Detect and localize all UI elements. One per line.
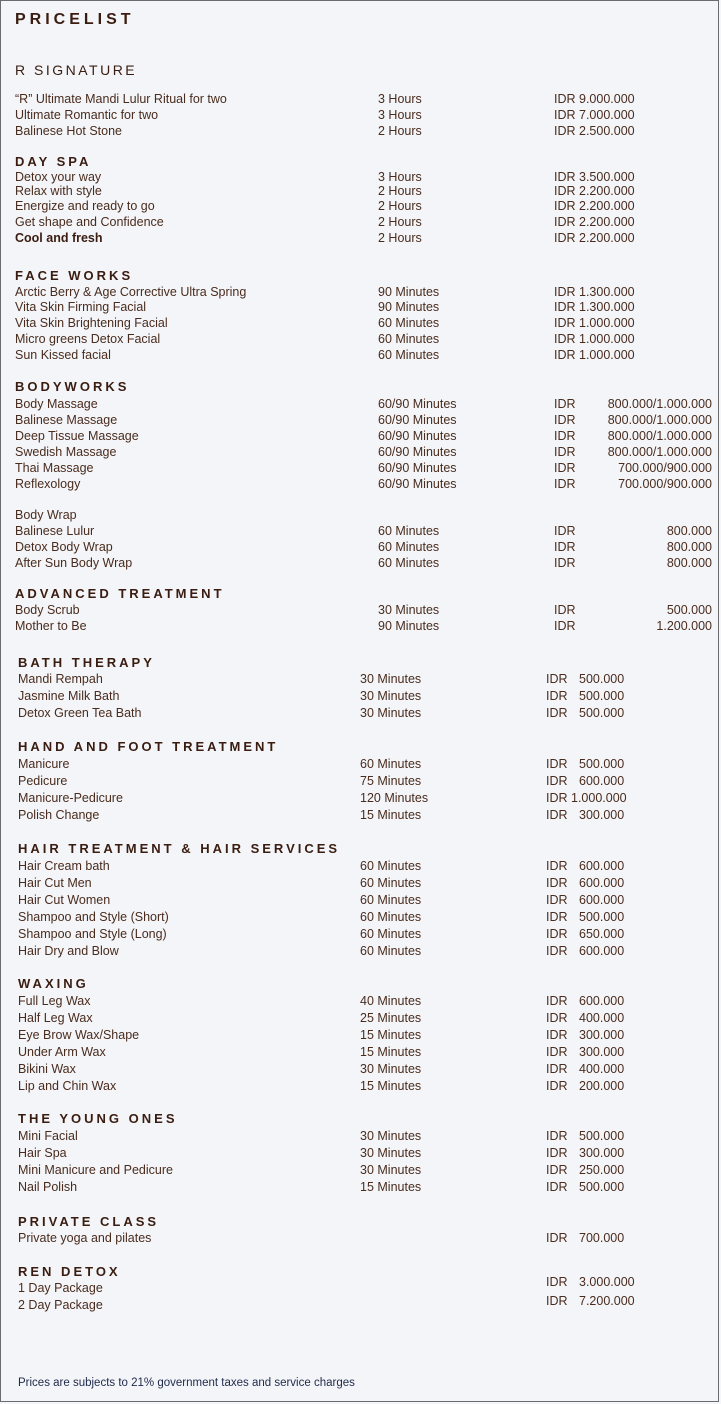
treatment-duration: 60/90 Minutes (378, 429, 457, 443)
treatment-name: Manicure (18, 757, 70, 771)
price-amount: 300.000 (579, 1028, 625, 1042)
price-amount: 300.000 (579, 1146, 625, 1160)
price-row (1, 1079, 720, 1095)
price-currency: IDR (554, 603, 576, 617)
treatment-duration: 3 Hours (378, 92, 422, 106)
price-amount: 500.000 (579, 706, 625, 720)
price-amount: 500.000 (579, 757, 625, 771)
price-row (1, 300, 720, 316)
treatment-duration: 30 Minutes (360, 672, 422, 686)
price-amount: 600.000 (579, 893, 625, 907)
price-amount: 300.000 (579, 1045, 625, 1059)
price-row (1, 540, 720, 556)
price-row (1, 603, 720, 619)
treatment-price: IDR 1.300.000 (554, 285, 635, 299)
treatment-price: IDR 2.500.000 (554, 124, 635, 138)
treatment-duration: 60 Minutes (360, 927, 422, 941)
treatment-duration: 60/90 Minutes (378, 477, 457, 491)
treatment-name: Nail Polish (18, 1180, 78, 1194)
treatment-name: After Sun Body Wrap (15, 556, 133, 570)
price-currency: IDR (554, 524, 576, 538)
price-row (1, 876, 720, 892)
price-amount: 800.000 (666, 524, 712, 538)
price-amount: 300.000 (579, 808, 625, 822)
price-currency: IDR (546, 1129, 568, 1143)
price-currency: IDR (554, 477, 576, 491)
treatment-price: IDR 2.200.000 (554, 199, 635, 213)
treatment-price: IDR 1.000.000 (554, 316, 635, 330)
treatment-price: IDR 2.200.000 (554, 215, 635, 229)
price-amount: 200.000 (579, 1079, 625, 1093)
price-amount: 600.000 (579, 994, 625, 1008)
price-amount: 500.000 (579, 1129, 625, 1143)
tax-footnote: Prices are subjects to 21% government taxes and service charges (18, 1377, 355, 1389)
price-currency: IDR (546, 1294, 568, 1308)
price-row (1, 461, 720, 477)
price-amount: 700.000 (579, 1231, 625, 1245)
treatment-duration: 60 Minutes (360, 944, 422, 958)
price-amount: 600.000 (579, 876, 625, 890)
treatment-name: Half Leg Wax (18, 1011, 93, 1025)
price-currency: IDR (546, 672, 568, 686)
price-currency: IDR (554, 540, 576, 554)
price-currency: IDR (554, 413, 576, 427)
price-currency: IDR (546, 757, 568, 771)
treatment-duration: 15 Minutes (360, 1028, 422, 1042)
price-row (1, 413, 720, 429)
treatment-duration: 40 Minutes (360, 994, 422, 1008)
treatment-duration: 90 Minutes (378, 619, 440, 633)
price-row (1, 1011, 720, 1027)
price-amount: 800.000 (666, 556, 712, 570)
price-currency: IDR (546, 689, 568, 703)
price-row (1, 556, 720, 572)
price-row (1, 1294, 720, 1314)
treatment-name: Body Massage (15, 397, 98, 411)
treatment-name: Mini Facial (18, 1129, 78, 1143)
treatment-name: Detox Green Tea Bath (18, 706, 142, 720)
treatment-duration: 60/90 Minutes (378, 461, 457, 475)
treatment-name: Polish Change (18, 808, 100, 822)
section-heading-private-class: PRIVATE CLASS (18, 1214, 160, 1229)
price-currency: IDR (546, 876, 568, 890)
treatment-price: IDR 9.000.000 (554, 92, 635, 106)
treatment-duration: 2 Hours (378, 199, 422, 213)
price-amount: 800.000/1.000.000 (607, 445, 712, 459)
treatment-name: Lip and Chin Wax (18, 1079, 117, 1093)
price-row (1, 445, 720, 461)
treatment-duration: 60 Minutes (378, 332, 440, 346)
price-currency: IDR (546, 1180, 568, 1194)
price-row (1, 994, 720, 1010)
price-row (1, 316, 720, 332)
price-row (1, 927, 720, 943)
treatment-duration: 2 Hours (378, 231, 422, 245)
price-amount: 700.000/900.000 (618, 461, 712, 475)
treatment-duration: 15 Minutes (360, 808, 422, 822)
treatment-name: Swedish Massage (15, 445, 117, 459)
treatment-duration: 30 Minutes (360, 706, 422, 720)
price-amount: 500.000 (579, 910, 625, 924)
treatment-name: Hair Cut Women (18, 893, 111, 907)
price-amount: 700.000/900.000 (618, 477, 712, 491)
treatment-name: Vita Skin Firming Facial (15, 300, 147, 314)
treatment-name: Private yoga and pilates (18, 1231, 152, 1245)
price-row (1, 108, 720, 124)
price-row (1, 893, 720, 909)
treatment-name: Full Leg Wax (18, 994, 91, 1008)
treatment-duration: 60 Minutes (360, 893, 422, 907)
treatment-name: Balinese Lulur (15, 524, 95, 538)
treatment-duration: 120 Minutes (360, 791, 429, 805)
price-row (1, 619, 720, 635)
price-currency: IDR (554, 429, 576, 443)
treatment-name: Pedicure (18, 774, 68, 788)
treatment-duration: 15 Minutes (360, 1045, 422, 1059)
price-row (1, 1231, 720, 1247)
price-currency: IDR (546, 944, 568, 958)
price-currency: IDR (546, 808, 568, 822)
price-row (1, 706, 720, 722)
price-row (1, 808, 720, 824)
price-row (1, 1180, 720, 1196)
treatment-name: Hair Spa (18, 1146, 67, 1160)
treatment-duration: 60 Minutes (360, 859, 422, 873)
price-row (1, 231, 720, 247)
treatment-name: Mandi Rempah (18, 672, 103, 686)
price-currency: IDR (554, 556, 576, 570)
section-heading-r-signature: R SIGNATURE (15, 62, 138, 78)
price-row (1, 859, 720, 875)
treatment-name: Eye Brow Wax/Shape (18, 1028, 140, 1042)
treatment-duration: 2 Hours (378, 124, 422, 138)
price-currency: IDR (554, 619, 576, 633)
treatment-duration: 30 Minutes (360, 1163, 422, 1177)
treatment-name: Deep Tissue Massage (15, 429, 139, 443)
treatment-name: Mini Manicure and Pedicure (18, 1163, 173, 1177)
section-heading-face-works: FACE WORKS (15, 268, 134, 283)
treatment-name: 1 Day Package (18, 1281, 103, 1295)
price-row (1, 1163, 720, 1179)
price-row (1, 1045, 720, 1061)
treatment-name: Body Scrub (15, 603, 80, 617)
price-currency: IDR (546, 1045, 568, 1059)
price-amount: 1.200.000 (656, 619, 712, 633)
price-currency: IDR (546, 791, 568, 805)
price-row (1, 348, 720, 364)
treatment-duration: 3 Hours (378, 108, 422, 122)
price-row (1, 215, 720, 231)
treatment-name: 2 Day Package (18, 1298, 103, 1312)
treatment-duration: 60/90 Minutes (378, 397, 457, 411)
treatment-duration: 60/90 Minutes (378, 445, 457, 459)
section-heading-bath-therapy: BATH THERAPY (18, 655, 155, 670)
price-amount: 1.000.000 (571, 791, 627, 805)
treatment-duration: 60 Minutes (378, 540, 440, 554)
price-row (1, 199, 720, 215)
treatment-duration: 75 Minutes (360, 774, 422, 788)
price-row (1, 429, 720, 445)
price-amount: 600.000 (579, 774, 625, 788)
price-amount: 800.000/1.000.000 (607, 413, 712, 427)
price-amount: 800.000/1.000.000 (607, 429, 712, 443)
price-currency: IDR (546, 859, 568, 873)
price-row (1, 332, 720, 348)
section-heading-bodyworks: BODYWORKS (15, 379, 130, 394)
section-heading-hand-foot: HAND AND FOOT TREATMENT (18, 739, 279, 754)
treatment-duration: 3 Hours (378, 170, 422, 184)
price-currency: IDR (546, 1231, 568, 1245)
treatment-name: Hair Cream bath (18, 859, 110, 873)
section-heading-hair: HAIR TREATMENT & HAIR SERVICES (18, 841, 341, 856)
section-heading-day-spa: DAY SPA (15, 154, 92, 169)
treatment-duration: 2 Hours (378, 184, 422, 198)
price-amount: 250.000 (579, 1163, 625, 1177)
treatment-price: IDR 2.200.000 (554, 231, 635, 245)
price-amount: 500.000 (579, 689, 625, 703)
treatment-duration: 60 Minutes (360, 910, 422, 924)
price-row (1, 124, 720, 140)
price-amount: 400.000 (579, 1062, 625, 1076)
treatment-duration: 2 Hours (378, 215, 422, 229)
price-currency: IDR (554, 461, 576, 475)
treatment-name: Hair Dry and Blow (18, 944, 119, 958)
treatment-name: Balinese Massage (15, 413, 118, 427)
treatment-duration: 30 Minutes (360, 689, 422, 703)
treatment-price: IDR 1.000.000 (554, 332, 635, 346)
price-currency: IDR (546, 927, 568, 941)
treatment-name: Under Arm Wax (18, 1045, 106, 1059)
price-currency: IDR (546, 774, 568, 788)
price-amount: 600.000 (579, 859, 625, 873)
treatment-price: IDR 1.300.000 (554, 300, 635, 314)
price-row (1, 524, 720, 540)
treatment-name: Vita Skin Brightening Facial (15, 316, 168, 330)
treatment-price: IDR 1.000.000 (554, 348, 635, 362)
treatment-duration: 60 Minutes (378, 524, 440, 538)
treatment-name: Detox Body Wrap (15, 540, 113, 554)
treatment-price: IDR 7.000.000 (554, 108, 635, 122)
treatment-name: Hair Cut Men (18, 876, 92, 890)
treatment-name: Thai Massage (15, 461, 94, 475)
treatment-duration: 30 Minutes (378, 603, 440, 617)
treatment-duration: 60/90 Minutes (378, 413, 457, 427)
treatment-duration: 60 Minutes (360, 757, 422, 771)
treatment-name: Ultimate Romantic for two (15, 108, 159, 122)
price-amount: 800.000/1.000.000 (607, 397, 712, 411)
treatment-duration: 90 Minutes (378, 300, 440, 314)
treatment-duration: 25 Minutes (360, 1011, 422, 1025)
price-row (1, 791, 720, 807)
treatment-price: IDR 2.200.000 (554, 184, 635, 198)
section-heading-advanced-treatment: ADVANCED TREATMENT (15, 586, 225, 601)
price-currency: IDR (546, 1062, 568, 1076)
treatment-name: Micro greens Detox Facial (15, 332, 161, 346)
treatment-duration: 15 Minutes (360, 1180, 422, 1194)
price-currency: IDR (546, 1028, 568, 1042)
price-amount: 500.000 (579, 672, 625, 686)
price-row (1, 944, 720, 960)
treatment-duration: 30 Minutes (360, 1062, 422, 1076)
price-amount: 500.000 (666, 603, 712, 617)
treatment-duration: 15 Minutes (360, 1079, 422, 1093)
price-row (1, 1129, 720, 1145)
price-amount: 400.000 (579, 1011, 625, 1025)
treatment-name: Bikini Wax (18, 1062, 76, 1076)
price-row (1, 1062, 720, 1078)
price-currency: IDR (546, 1011, 568, 1025)
price-currency: IDR (546, 994, 568, 1008)
subsection-label (1, 508, 720, 524)
price-currency: IDR (546, 1163, 568, 1177)
price-row (1, 184, 720, 200)
page-title: PRICELIST (15, 11, 135, 28)
price-currency: IDR (546, 706, 568, 720)
treatment-name: Relax with style (15, 184, 102, 198)
price-currency: IDR (546, 1275, 568, 1289)
price-row (1, 1028, 720, 1044)
treatment-name: Shampoo and Style (Short) (18, 910, 169, 924)
treatment-name: “R” Ultimate Mandi Lulur Ritual for two (15, 92, 227, 106)
section-heading-waxing: WAXING (18, 976, 89, 991)
treatment-name: Mother to Be (15, 619, 87, 633)
price-row (1, 774, 720, 790)
price-currency: IDR (554, 397, 576, 411)
treatment-name: Arctic Berry & Age Corrective Ultra Spring (15, 285, 247, 299)
treatment-duration: 60 Minutes (378, 556, 440, 570)
price-row (1, 477, 720, 493)
treatment-name: Energize and ready to go (15, 199, 155, 213)
price-row (1, 285, 720, 301)
price-row (1, 672, 720, 688)
treatment-duration: 30 Minutes (360, 1129, 422, 1143)
treatment-duration: 60 Minutes (378, 348, 440, 362)
treatment-name: Sun Kissed facial (15, 348, 111, 362)
price-row (1, 757, 720, 773)
price-amount: 3.000.000 (579, 1275, 635, 1289)
treatment-price: IDR 3.500.000 (554, 170, 635, 184)
section-heading-ren-detox: REN DETOX (18, 1264, 121, 1279)
treatment-name: Balinese Hot Stone (15, 124, 123, 138)
price-row (1, 92, 720, 108)
price-amount: 500.000 (579, 1180, 625, 1194)
treatment-duration: 60 Minutes (378, 316, 440, 330)
section-heading-young-ones: THE YOUNG ONES (18, 1111, 178, 1126)
treatment-name: Get shape and Confidence (15, 215, 164, 229)
price-amount: 650.000 (579, 927, 625, 941)
treatment-name: Detox your way (15, 170, 102, 184)
treatment-name: Shampoo and Style (Long) (18, 927, 167, 941)
price-currency: IDR (554, 445, 576, 459)
price-row (1, 1146, 720, 1162)
treatment-duration: 90 Minutes (378, 285, 440, 299)
treatment-name: Cool and fresh (15, 231, 103, 245)
treatment-name: Jasmine Milk Bath (18, 689, 120, 703)
price-row (1, 910, 720, 926)
price-currency: IDR (546, 910, 568, 924)
body-wrap-label: Body Wrap (15, 508, 77, 522)
treatment-name: Manicure-Pedicure (18, 791, 123, 805)
price-amount: 7.200.000 (579, 1294, 635, 1308)
price-currency: IDR (546, 1146, 568, 1160)
treatment-duration: 60 Minutes (360, 876, 422, 890)
price-row (1, 689, 720, 705)
treatment-duration: 30 Minutes (360, 1146, 422, 1160)
treatment-name: Reflexology (15, 477, 81, 491)
price-row (1, 397, 720, 413)
price-amount: 600.000 (579, 944, 625, 958)
price-currency: IDR (546, 1079, 568, 1093)
price-currency: IDR (546, 893, 568, 907)
price-amount: 800.000 (666, 540, 712, 554)
